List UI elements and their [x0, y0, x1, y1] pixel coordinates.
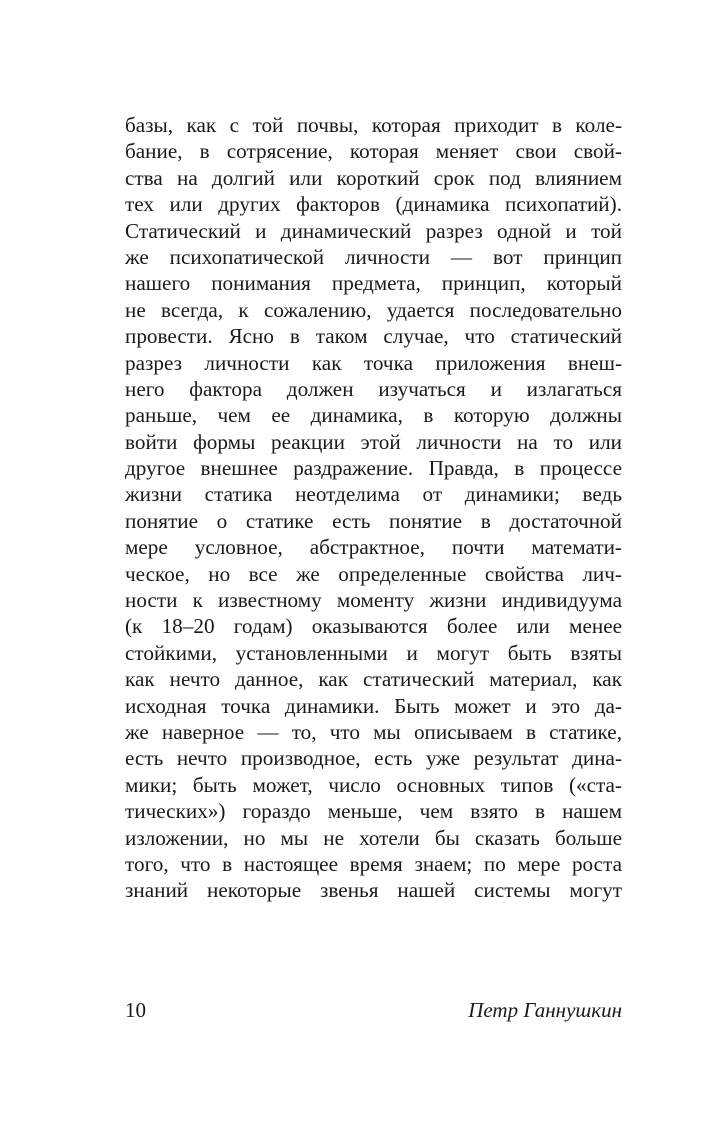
text-line: базы, как с той почвы, которая приходит в коле-: [125, 113, 622, 137]
body-text: [125, 112, 622, 904]
page-footer: [125, 995, 622, 1025]
text-line: изложении, но мы не хотели бы сказать больше: [125, 825, 622, 850]
text-line: того, что в настоящее время знаем; по мере роста: [125, 851, 622, 876]
text-line: же наверное — то, что мы описываем в статике,: [125, 719, 622, 744]
text-line: же психопатической личности — вот принцип: [125, 244, 622, 269]
text-line: бание, в сотрясение, которая меняет свои свой-: [125, 139, 622, 164]
text-line: понятие о статике есть понятие в достаточной: [125, 508, 622, 533]
text-line: ческое, но все же определенные свойства лич-: [125, 561, 622, 586]
running-author: Петр Ганнушкин: [468, 998, 622, 1022]
text-line: мики; быть может, число основных типов («ста-: [125, 772, 622, 797]
text-line: раньше, чем ее динамика, в которую должны: [125, 403, 622, 428]
text-line: исходная точка динамики. Быть может и это да-: [125, 693, 622, 718]
text-line: него фактора должен изучаться и излагаться: [125, 376, 622, 401]
text-line: тех или других факторов (динамика психопатий).: [125, 192, 622, 217]
text-line: ности к известному моменту жизни индивидуума: [125, 588, 622, 613]
text-line: ства на долгий или короткий срок под влиянием: [125, 165, 622, 190]
text-line: разрез личности как точка приложения внеш-: [125, 350, 622, 375]
text-line: не всегда, к сожалению, удается последовательно: [125, 297, 622, 322]
text-line: другое внешнее раздражение. Правда, в процессе: [125, 456, 622, 481]
text-line: стойкими, установленными и могут быть взяты: [125, 640, 622, 665]
text-line: как нечто данное, как статический материал, как: [125, 667, 622, 692]
text-line: (к 18–20 годам) оказываются более или менее: [125, 614, 622, 639]
text-line: провести. Ясно в таком случае, что статический: [125, 324, 622, 349]
text-line: есть нечто производное, есть уже результат дина-: [125, 746, 622, 771]
text-line: тических») гораздо меньше, чем взято в нашем: [125, 799, 622, 824]
text-line: знаний некоторые звенья нашей системы могут: [125, 878, 622, 903]
text-line: жизни статика неотделима от динамики; ведь: [125, 482, 622, 507]
text-line: нашего понимания предмета, принцип, который: [125, 271, 622, 296]
text-line: войти формы реакции этой личности на то или: [125, 429, 622, 454]
page-number: 10: [125, 998, 146, 1022]
text-line: Статический и динамический разрез одной и той: [125, 218, 622, 243]
text-line: мере условное, абстрактное, почти математи-: [125, 535, 622, 560]
